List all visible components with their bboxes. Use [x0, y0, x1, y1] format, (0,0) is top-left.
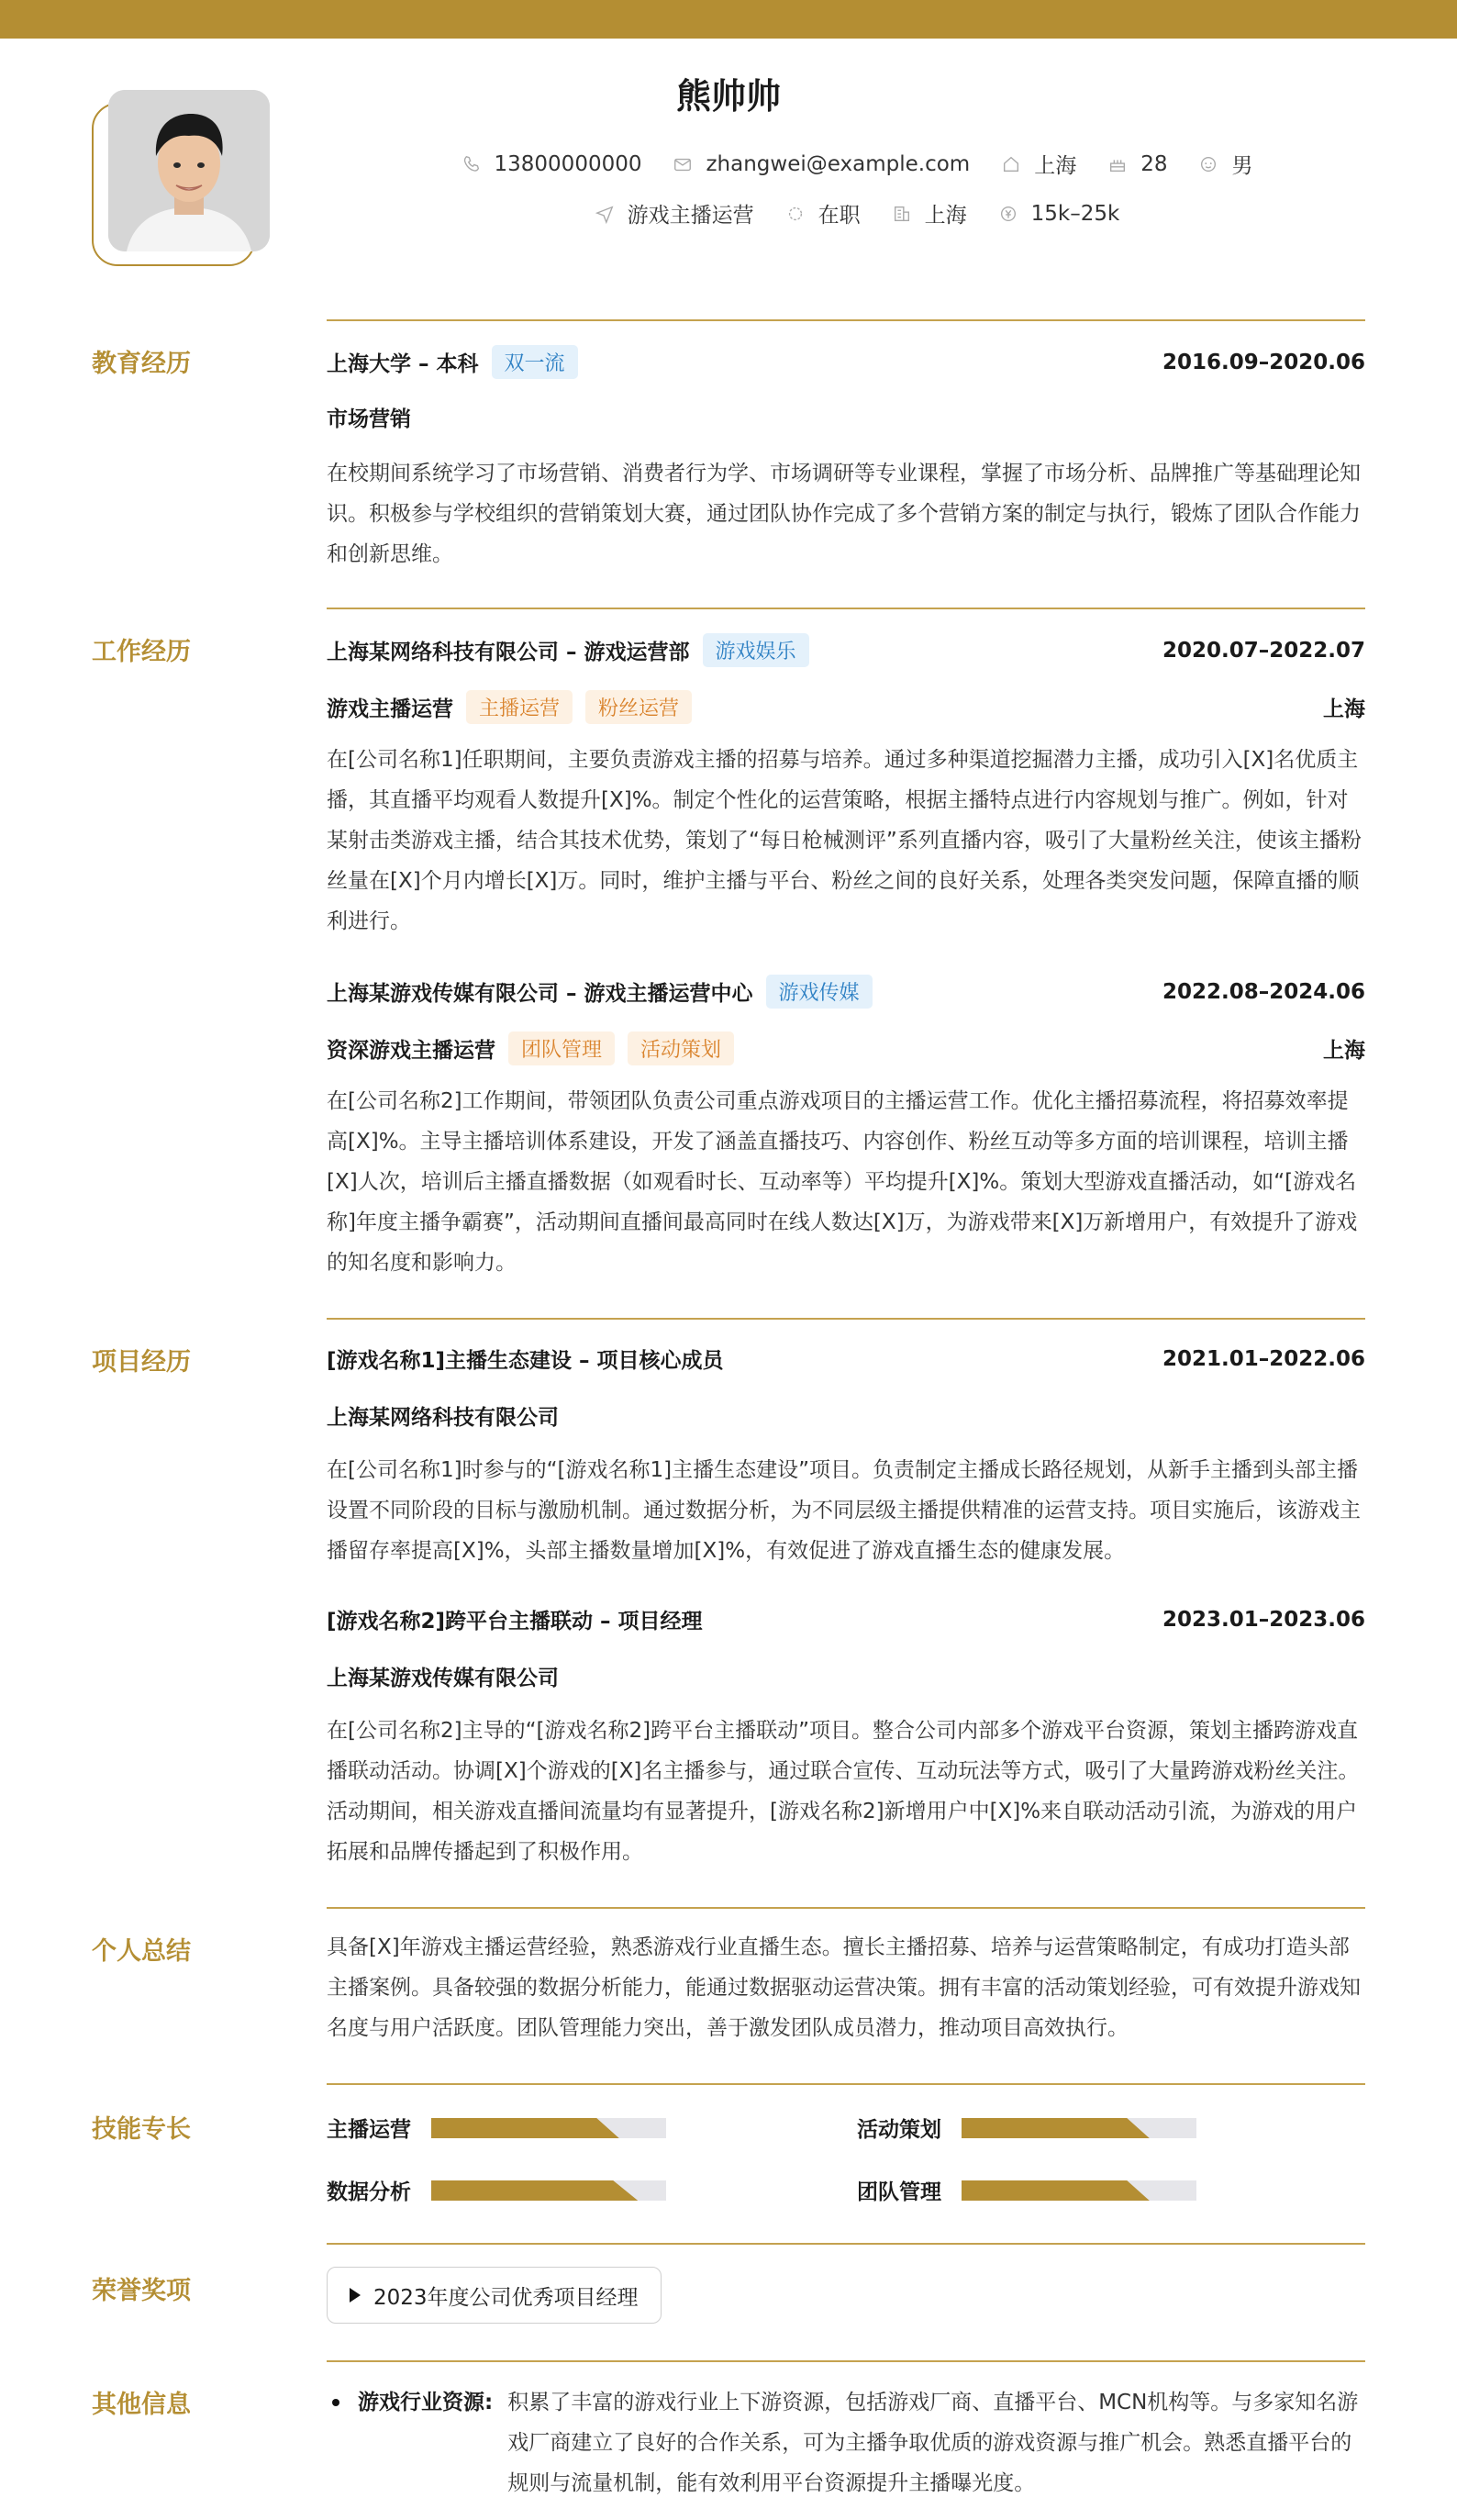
section-divider — [327, 2360, 1365, 2362]
skill-label: 活动策划 — [857, 2118, 941, 2142]
money-icon — [998, 204, 1018, 224]
position: 游戏主播运营 — [327, 697, 453, 721]
major-row — [327, 402, 1365, 432]
job-city-item: 上海 — [892, 198, 967, 229]
award-item[interactable] — [327, 2267, 662, 2324]
project-header — [327, 1604, 1365, 1634]
skill-label: 主播运营 — [327, 2118, 411, 2142]
skill-label: 数据分析 — [327, 2180, 411, 2204]
section-divider — [327, 1318, 1365, 1320]
contact-row — [0, 149, 1457, 179]
company-name: 上海某网络科技有限公司 – 游戏运营部 — [327, 641, 690, 664]
work-header — [327, 633, 1365, 667]
location-item: 上海 — [1001, 149, 1076, 179]
send-icon — [595, 204, 615, 224]
project-desc: 在[公司名称2]主导的“[游戏名称2]跨平台主播联动”项目。整合公司内部多个游戏平台资源，策划主播跨游戏直播联动活动。协调[X]个游戏的[X]名主播参与，通过联合宣传、互动玩法等方式，吸引了大量跨游戏粉丝关注。活动期间，相关游戏直播间流量均有显著提升，[游戏名称2]新增用户中[X]%来自联动活动引流，为游戏的用户拓展和品牌传播起到了积极作用。 — [327, 1719, 1360, 1864]
project-company-row — [327, 1661, 1365, 1691]
position-row — [327, 690, 1365, 724]
phone-item: 13800000000 — [462, 149, 642, 179]
other-info-label: 游戏行业资源: — [358, 2391, 494, 2414]
skill-tag: 活动策划 — [628, 1031, 734, 1065]
major: 市场营销 — [327, 407, 411, 431]
company-name: 上海某游戏传媒有限公司 – 游戏主播运营中心 — [327, 982, 753, 1006]
bullet-icon — [332, 2399, 339, 2406]
intent-row — [0, 198, 1457, 229]
project-name: [游戏名称1]主播生态建设 – 项目核心成员 — [327, 1349, 724, 1373]
home-icon — [1001, 154, 1021, 174]
industry-tag: 游戏娱乐 — [703, 633, 809, 667]
project-company: 上海某游戏传媒有限公司 — [327, 1667, 559, 1690]
skill-tag: 团队管理 — [508, 1031, 615, 1065]
section-title-other: 其他信息 — [92, 2391, 191, 2419]
project-company: 上海某网络科技有限公司 — [327, 1406, 559, 1430]
caret-right-icon — [350, 2288, 361, 2303]
position-row — [327, 1031, 1365, 1065]
skill-bar-fill — [962, 2180, 1150, 2201]
section-title-summary: 个人总结 — [92, 1937, 191, 1966]
section-title-projects: 项目经历 — [92, 1348, 191, 1377]
work-city: 上海 — [1323, 1039, 1365, 1063]
age-item: 28 — [1107, 149, 1167, 179]
candidate-name: 熊帅帅 — [675, 76, 781, 117]
project-header — [327, 1344, 1365, 1374]
section-divider — [327, 319, 1365, 321]
mail-icon — [673, 154, 693, 174]
other-info-text: 积累了丰富的游戏行业上下游资源，包括游戏厂商、直播平台、MCN机构等。与多家知名游戏厂商建立了良好的合作关系，可为主播争取优质的游戏资源与推广机会。熟悉直播平台的规则与流量机制，能有效利用平台资源提升主播曝光度。 — [507, 2391, 1359, 2495]
award-label: 2023年度公司优秀项目经理 — [373, 2285, 639, 2310]
section-title-education: 教育经历 — [92, 350, 191, 378]
education-desc: 在校期间系统学习了市场营销、消费者行为学、市场调研等专业课程，掌握了市场分析、品牌推广等基础理论知识。积极参与学校组织的营销策划大赛，通过团队协作完成了多个营销方案的制定与执行，锻炼了团队合作能力和创新思维。 — [327, 462, 1361, 566]
skill-label: 团队管理 — [857, 2180, 941, 2204]
phone-icon — [462, 154, 482, 174]
work-date: 2020.07–2022.07 — [1162, 638, 1365, 663]
status-icon — [785, 204, 806, 224]
skill-bar — [431, 2118, 666, 2138]
work-desc: 在[公司名称2]工作期间，带领团队负责公司重点游戏项目的主播运营工作。优化主播招募流程，将招募效率提高[X]%。主导主播培训体系建设，开发了涵盖直播技巧、内容创作、粉丝互动等多方面的培训课程，培训主播[X]人次，培训后主播直播数据（如观看时长、互动率等）平均提升[X]%。策划大型游戏直播活动，如“[游戏名称]年度主播争霸赛”，活动期间直播间最高同时在线人数达[X]万，为游戏带来[X]万新增用户，有效提升了游戏的知名度和影响力。 — [327, 1089, 1358, 1275]
project-name: [游戏名称2]跨平台主播联动 – 项目经理 — [327, 1610, 703, 1634]
skill-bar — [962, 2118, 1196, 2138]
salary-item: 15k–25k — [998, 198, 1120, 229]
section-title-skills: 技能专长 — [92, 2115, 191, 2144]
summary-text: 具备[X]年游戏主播运营经验，熟悉游戏行业直播生态。擅长主播招募、培养与运营策略制定，有成功打造头部主播案例。具备较强的数据分析能力，能通过数据驱动运营决策。拥有丰富的活动策划经验，可有效提升游戏知名度与用户活跃度。团队管理能力突出，善于激发团队成员潜力，推动项目高效执行。 — [327, 1935, 1361, 2040]
cake-icon — [1107, 154, 1128, 174]
work-date: 2022.08–2024.06 — [1162, 979, 1365, 1004]
project-date: 2023.01–2023.06 — [1162, 1607, 1365, 1632]
top-accent-bar — [0, 0, 1457, 39]
gender-item: 男 — [1198, 149, 1252, 179]
skill-bar — [962, 2180, 1196, 2201]
industry-tag: 游戏传媒 — [766, 975, 873, 1009]
section-divider — [327, 2243, 1365, 2245]
skill-tag: 粉丝运营 — [585, 690, 692, 724]
project-company-row — [327, 1400, 1365, 1431]
gender-icon — [1198, 154, 1218, 174]
work-desc: 在[公司名称1]任职期间，主要负责游戏主播的招募与培养。通过多种渠道挖掘潜力主播，成功引入[X]名优质主播，其直播平均观看人数提升[X]%。制定个性化的运营策略，根据主播特点进行内容规划与推广。例如，针对某射击类游戏主播，结合其技术优势，策划了“每日枪械测评”系列直播内容，吸引了大量粉丝关注，使该主播粉丝量在[X]个月内增长[X]万。同时，维护主播与平台、粉丝之间的良好关系，处理各类突发问题，保障直播的顺利进行。 — [327, 748, 1362, 933]
project-date: 2021.01–2022.06 — [1162, 1346, 1365, 1371]
skill-bar-fill — [962, 2118, 1150, 2138]
education-date: 2016.09–2020.06 — [1162, 350, 1365, 374]
section-title-awards: 荣誉奖项 — [92, 2277, 191, 2305]
building-icon — [892, 204, 912, 224]
project-desc: 在[公司名称1]时参与的“[游戏名称1]主播生态建设”项目。负责制定主播成长路径规划，从新手主播到头部主播设置不同阶段的目标与激励机制。通过数据分析，为不同层级主播提供精准的运营支持。项目实施后，该游戏主播留存率提高[X]%，头部主播数量增加[X]%，有效促进了游戏直播生态的健康发展。 — [327, 1458, 1361, 1563]
education-header — [327, 345, 1365, 379]
other-info-item — [327, 2382, 1365, 2503]
position: 资深游戏主播运营 — [327, 1039, 495, 1063]
section-divider — [327, 608, 1365, 609]
email-item: zhangwei@example.com — [673, 149, 970, 179]
job-status-item: 在职 — [785, 198, 861, 229]
work-header — [327, 975, 1365, 1009]
skill-bar — [431, 2180, 666, 2201]
section-divider — [327, 1907, 1365, 1909]
job-intent-item: 游戏主播运营 — [595, 198, 754, 229]
school-name: 上海大学 – 本科 — [327, 352, 479, 376]
skill-bar-fill — [431, 2118, 619, 2138]
skill-tag: 主播运营 — [466, 690, 573, 724]
section-title-work: 工作经历 — [92, 638, 191, 666]
work-city: 上海 — [1323, 697, 1365, 721]
school-tag: 双一流 — [492, 345, 578, 379]
section-divider — [327, 2083, 1365, 2085]
skill-bar-fill — [431, 2180, 638, 2201]
